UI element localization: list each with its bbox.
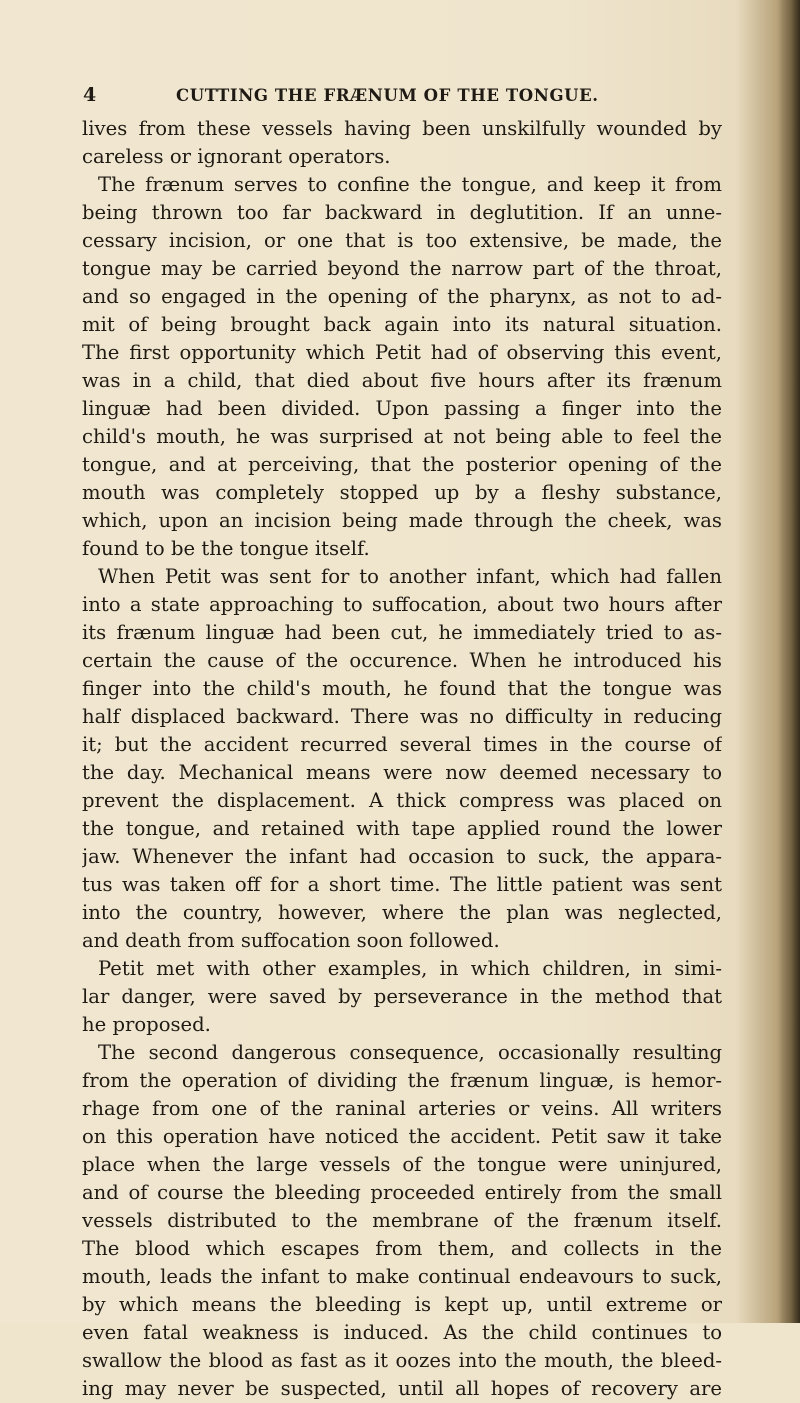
text-line: The blood which escapes from them, and collects in the — [82, 1237, 722, 1260]
text-line: the day. Mechanical means were now deemed necessary to — [82, 761, 722, 784]
text-line: was in a child, that died about five hours after its frænum — [82, 369, 722, 392]
text-line: jaw. Whenever the infant had occasion to suck, the appara- — [82, 845, 722, 868]
text-line: swallow the blood as fast as it oozes into the mouth, the bleed- — [82, 1349, 722, 1372]
text-line: tus was taken off for a short time. The little patient was sent — [82, 873, 722, 896]
text-line: ing may never be suspected, until all hopes of recovery are — [82, 1377, 722, 1400]
text-line: from the operation of dividing the frænum linguæ, is hemor- — [82, 1069, 722, 1092]
text-line: he proposed. — [82, 1013, 211, 1036]
running-head: CUTTING THE FRÆNUM OF THE TONGUE. — [176, 86, 599, 105]
text-line: The second dangerous consequence, occasionally resulting — [98, 1041, 722, 1064]
page-number: 4 — [83, 84, 97, 106]
text-line: Petit met with other examples, in which children, in simi- — [98, 957, 722, 980]
text-line: it; but the accident recurred several times in the course of — [82, 733, 722, 756]
text-line: mouth was completely stopped up by a fleshy substance, — [82, 481, 722, 504]
text-line: tongue may be carried beyond the narrow part of the throat, — [82, 257, 722, 280]
text-line: certain the cause of the occurence. When he introduced his — [82, 649, 722, 672]
text-line: into a state approaching to suffocation, about two hours after — [82, 593, 722, 616]
text-line: and death from suffocation soon followed. — [82, 929, 500, 952]
text-line: lar danger, were saved by perseverance in the method that — [82, 985, 722, 1008]
text-line: being thrown too far backward in deglutition. If an unne- — [82, 201, 722, 224]
text-line: the tongue, and retained with tape applied round the lower — [82, 817, 722, 840]
text-line: The first opportunity which Petit had of observing this event, — [82, 341, 722, 364]
text-line: and so engaged in the opening of the pharynx, as not to ad- — [82, 285, 722, 308]
text-line: place when the large vessels of the tongue were uninjured, — [82, 1153, 722, 1176]
text-line: vessels distributed to the membrane of the frænum itself. — [82, 1209, 722, 1232]
text-line: on this operation have noticed the accident. Petit saw it take — [82, 1125, 722, 1148]
page-edge-shadow — [778, 0, 800, 1323]
text-line: half displaced backward. There was no difficulty in reducing — [82, 705, 722, 728]
text-line: its frænum linguæ had been cut, he immediately tried to as- — [82, 621, 722, 644]
text-line: found to be the tongue itself. — [82, 537, 370, 560]
text-line: into the country, however, where the plan was neglected, — [82, 901, 722, 924]
text-line: lives from these vessels having been unskilfully wounded by — [82, 117, 722, 140]
text-line: The frænum serves to confine the tongue, and keep it from — [98, 173, 722, 196]
text-line: When Petit was sent for to another infant, which had fallen — [98, 565, 722, 588]
text-line: prevent the displacement. A thick compress was placed on — [82, 789, 722, 812]
text-line: finger into the child's mouth, he found that the tongue was — [82, 677, 722, 700]
text-line: linguæ had been divided. Upon passing a finger into the — [82, 397, 722, 420]
text-line: and of course the bleeding proceeded entirely from the small — [82, 1181, 722, 1204]
text-line: even fatal weakness is induced. As the child continues to — [82, 1321, 722, 1344]
text-line: mit of being brought back again into its natural situation. — [82, 313, 722, 336]
text-line: mouth, leads the infant to make continual endeavours to suck, — [82, 1265, 722, 1288]
text-line: child's mouth, he was surprised at not being able to feel the — [82, 425, 722, 448]
text-line: by which means the bleeding is kept up, until extreme or — [82, 1293, 722, 1316]
text-line: rhage from one of the raninal arteries or veins. All writers — [82, 1097, 722, 1120]
body-text — [82, 115, 722, 1400]
text-line: tongue, and at perceiving, that the posterior opening of the — [82, 453, 722, 476]
text-line: cessary incision, or one that is too extensive, be made, the — [82, 229, 722, 252]
text-line: careless or ignorant operators. — [82, 145, 391, 168]
text-line: which, upon an incision being made through the cheek, was — [82, 509, 722, 532]
page-header — [83, 84, 723, 114]
